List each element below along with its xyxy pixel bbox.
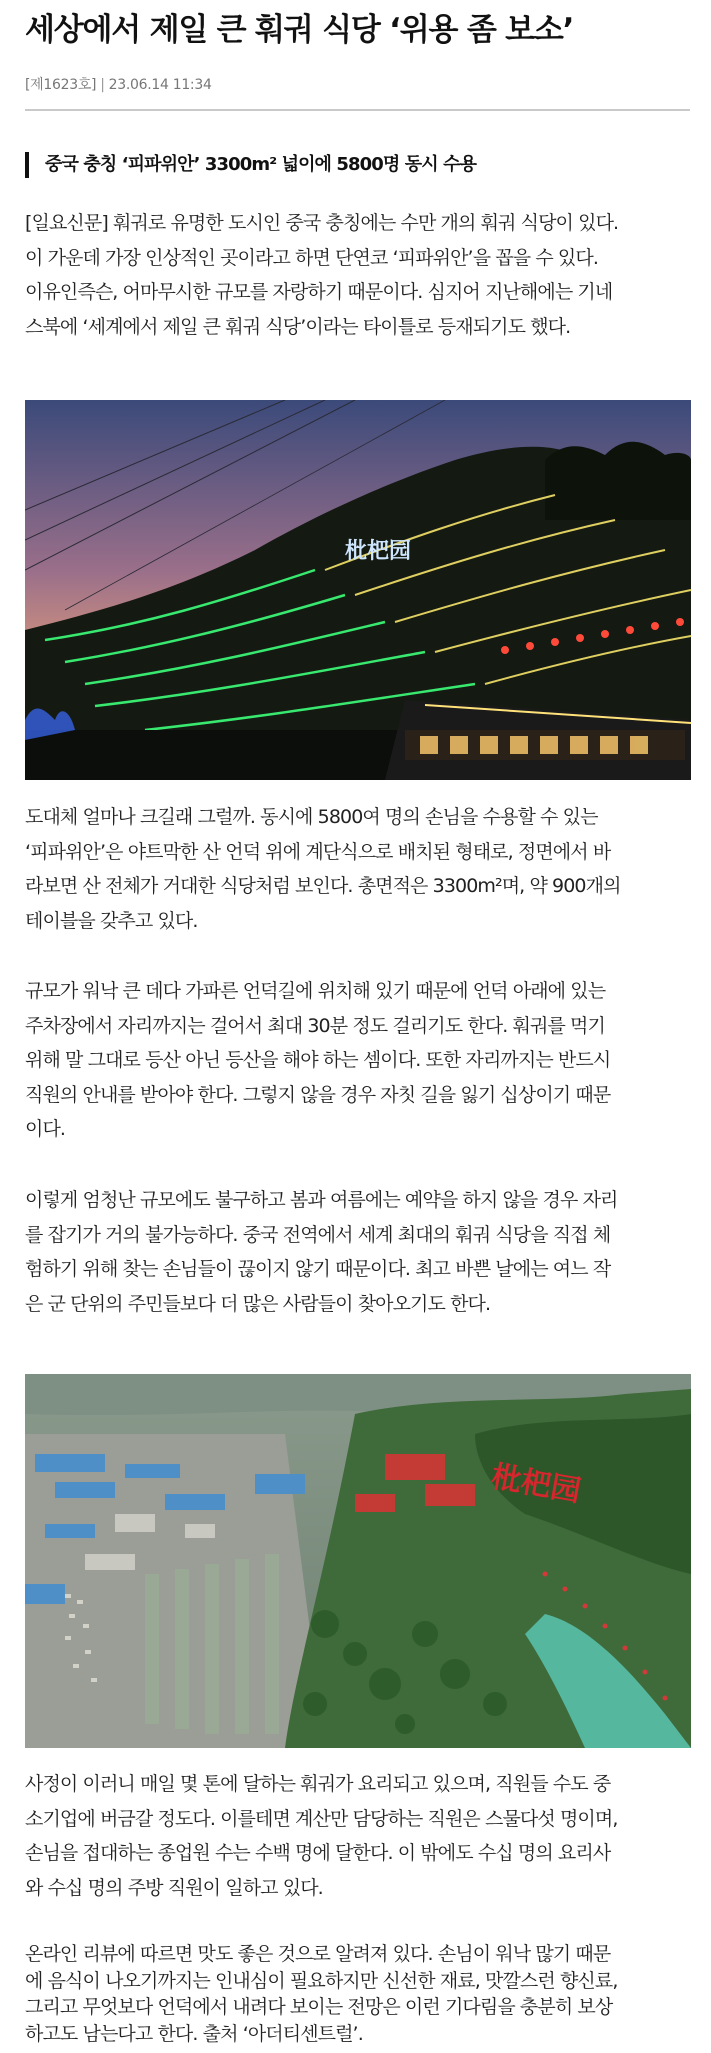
paragraph-line: 위해 말 그대로 등산 아닌 등산을 해야 하는 셈이다. 또한 자리까지는 반드시 xyxy=(25,1049,611,1071)
headline-divider xyxy=(25,109,690,111)
article-paragraph xyxy=(25,974,691,1147)
paragraph-line: 이다. xyxy=(25,1118,66,1140)
paragraph-line: 를 잡기가 거의 불가능하다. 중국 전역에서 세계 최대의 훠궈 식당을 직접 체 xyxy=(25,1223,611,1246)
publish-datetime: 23.06.14 11:34 xyxy=(108,77,212,93)
paragraph-line: 이렇게 엄청난 규모에도 불구하고 봄과 여름에는 예약을 하지 않을 경우 자리 xyxy=(25,1189,618,1211)
paragraph-line: 직원의 안내를 받아야 한다. 그렇지 않을 경우 자칫 길을 잃기 십상이기 때문 xyxy=(25,1083,611,1106)
article-subheadline: 중국 충칭 ‘피파위안’ 3300m² 넓이에 5800명 동시 수용 xyxy=(25,152,476,178)
restaurant-sign-night: 枇杷园 xyxy=(345,539,412,564)
paragraph-line: 테이블을 갖추고 있다. xyxy=(25,909,198,932)
article-paragraph xyxy=(25,1183,691,1321)
paragraph-line: 도대체 얼마나 크길래 그럴까. 동시에 5800여 명의 손님을 수용할 수 있는 xyxy=(25,806,598,828)
paragraph-line: 와 수십 명의 주방 직원이 일하고 있다. xyxy=(25,1876,323,1899)
paragraph-line: 험하기 위해 찾는 손님들이 끊이지 않기 때문이다. 최고 바쁜 날에는 여느 작 xyxy=(25,1258,611,1280)
paragraph-line: [일요신문] 훠궈로 유명한 도시인 중국 충칭에는 수만 개의 훠궈 식당이 있다. xyxy=(25,212,619,234)
article-paragraph xyxy=(25,800,691,938)
article-paragraph xyxy=(25,1941,691,2047)
paragraph-line: ‘피파위안’은 야트막한 산 언덕 위에 계단식으로 배치된 형태로, 정면에서 바 xyxy=(25,840,611,863)
paragraph-line: 규모가 워낙 큰 데다 가파른 언덕길에 위치해 있기 때문에 언덕 아래에 있는 xyxy=(25,980,606,1002)
paragraph-line: 그리고 무엇보다 언덕에서 내려다 보이는 전망은 이런 기다림을 충분히 보상 xyxy=(25,1996,613,2018)
article-photo-aerial-view xyxy=(25,1374,691,1748)
paragraph-line: 스북에 ‘세계에서 제일 큰 훠궈 식당’이라는 타이틀로 등재되기도 했다. xyxy=(25,315,571,338)
aerial-view-image xyxy=(25,1374,691,1748)
paragraph-line: 사정이 이러니 매일 몇 톤에 달하는 훠궈가 요리되고 있으며, 직원들 수도 중 xyxy=(25,1773,611,1795)
paragraph-line: 이유인즉슨, 어마무시한 규모를 자랑하기 때문이다. 심지어 지난해에는 기네 xyxy=(25,281,613,303)
paragraph-line: 소기업에 버금갈 정도다. 이를테면 계산만 담당하는 직원은 스물다섯 명이며, xyxy=(25,1807,618,1830)
article-photo-night-view xyxy=(25,400,691,780)
article-paragraph xyxy=(25,206,691,344)
issue-number: [제1623호] xyxy=(25,77,97,93)
paragraph-line: 손님을 접대하는 종업원 수는 수백 명에 달한다. 이 밖에도 수십 명의 요리사 xyxy=(25,1842,611,1864)
paragraph-line: 하고도 남는다고 한다. 출처 ‘아더티센트럴’. xyxy=(25,2022,363,2045)
paragraph-line: 라보면 산 전체가 거대한 식당처럼 보인다. 총면적은 3300m²며, 약 900개의 xyxy=(25,875,621,897)
paragraph-line: 은 군 단위의 주민들보다 더 많은 사람들이 찾아오기도 한다. xyxy=(25,1292,491,1315)
article-headline: 세상에서 제일 큰 훠궈 식당 ‘위용 좀 보소’ xyxy=(25,12,574,48)
paragraph-line: 주차장에서 자리까지는 걸어서 최대 30분 정도 걸리기도 한다. 훠궈를 먹기 xyxy=(25,1014,605,1037)
paragraph-line: 이 가운데 가장 인상적인 곳이라고 하면 단연코 ‘피파위안’을 꼽을 수 있다. xyxy=(25,246,598,269)
meta-separator: | xyxy=(100,77,105,93)
restaurant-sign-aerial: 枇杷园 xyxy=(488,1459,584,1510)
paragraph-line: 에 음식이 나오기까지는 인내심이 필요하지만 신선한 재료, 맛깔스런 향신료, xyxy=(25,1969,618,1992)
night-view-image xyxy=(25,400,691,780)
article-meta xyxy=(25,74,212,94)
paragraph-line: 온라인 리뷰에 따르면 맛도 좋은 것으로 알려져 있다. 손님이 워낙 많기 때문 xyxy=(25,1943,611,1965)
article-paragraph xyxy=(25,1767,691,1905)
